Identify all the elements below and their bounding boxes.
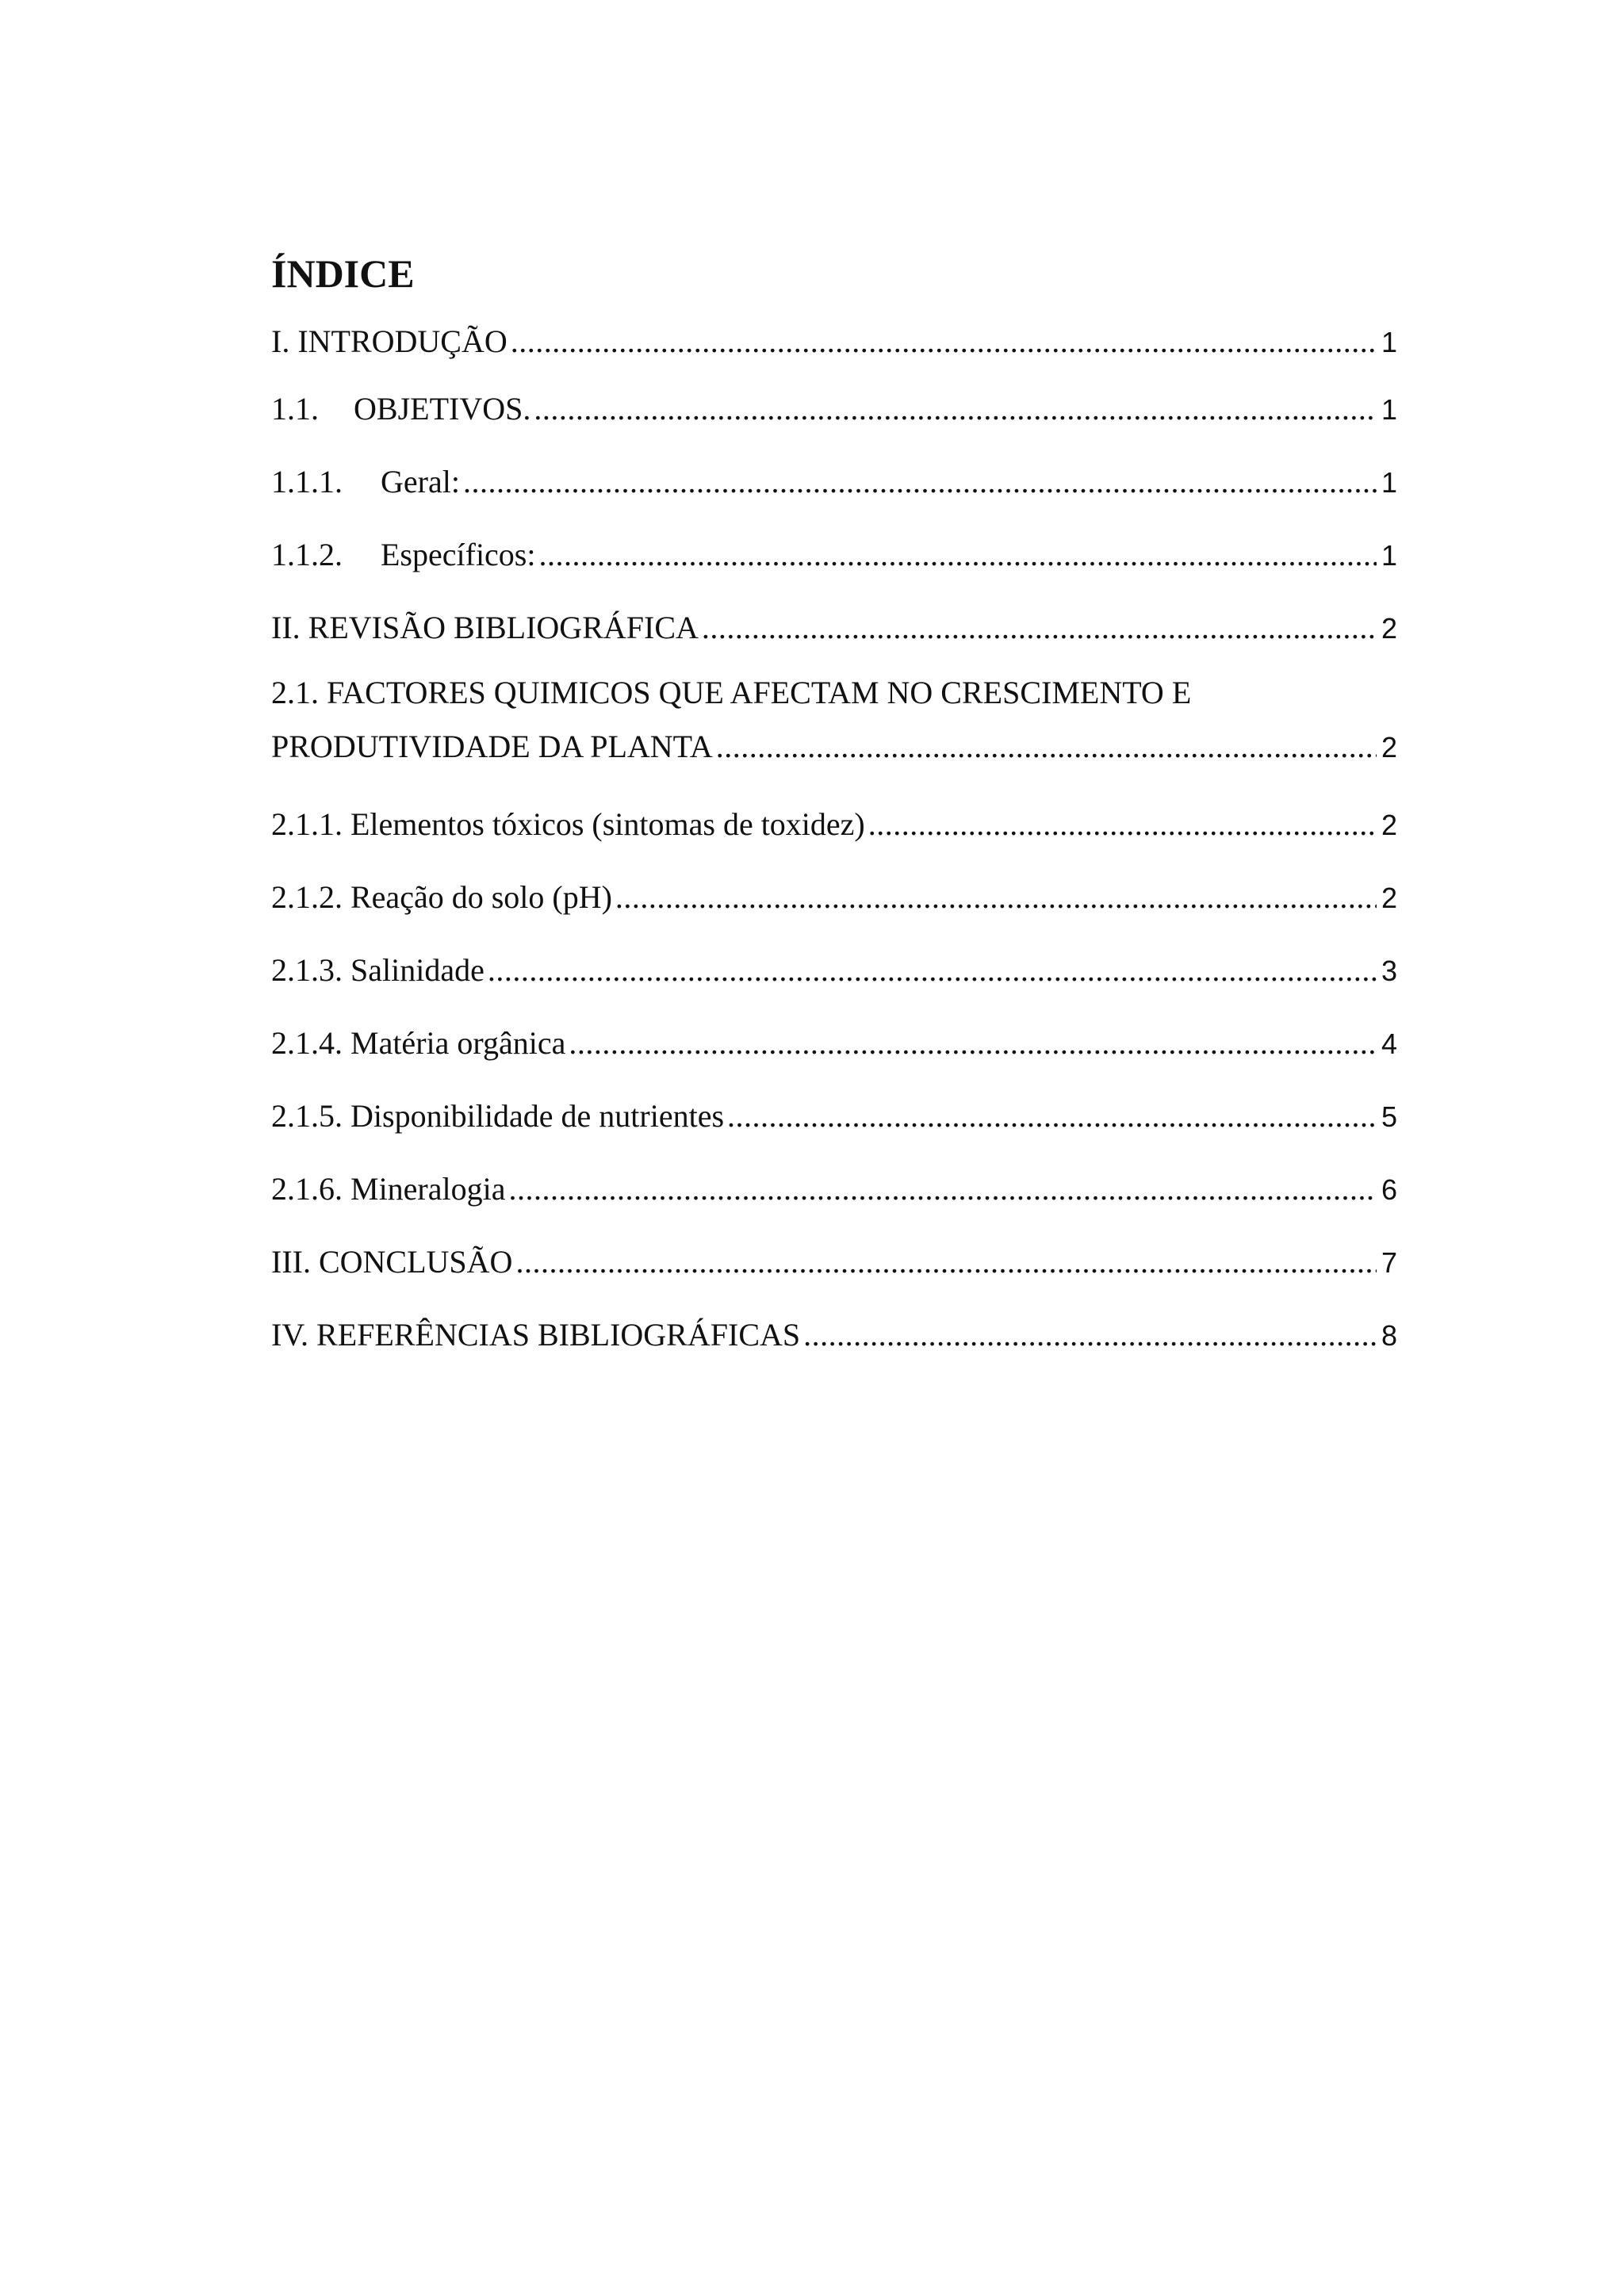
toc-page-number: 7 [1381, 1246, 1397, 1279]
toc-page-number: 2 [1381, 731, 1397, 763]
toc-entry-revisao-bibliografica[interactable] [271, 591, 1397, 664]
toc-dot-leader [569, 1007, 1377, 1080]
toc-entry-number: 1.1.1. [271, 464, 343, 499]
toc-entry-label: 2.1.1. Elementos tóxicos (sintomas de toxidez) [271, 806, 865, 842]
toc-entry-mineralogia[interactable] [271, 1153, 1397, 1226]
toc-entry-label: III. CONCLUSÃO [271, 1244, 513, 1280]
toc-entry-elementos-toxicos[interactable] [271, 788, 1397, 861]
toc-entry-geral[interactable] [271, 446, 1397, 519]
toc-page-number: 1 [1381, 393, 1397, 426]
toc-page-number: 8 [1381, 1319, 1397, 1352]
toc-entry-label: 2.1.2. Reação do solo (pH) [271, 879, 612, 915]
toc-entry-label: 2.1.6. Mineralogia [271, 1171, 506, 1207]
toc-entry-especificos[interactable] [271, 519, 1397, 591]
toc-dot-leader [511, 311, 1377, 373]
toc-page-number: 2 [1381, 882, 1397, 914]
toc-entry-introducao[interactable] [271, 311, 1397, 373]
toc-dot-leader [534, 373, 1377, 446]
toc-entry-salinidade[interactable] [271, 934, 1397, 1007]
toc-page-number: 1 [1381, 466, 1397, 499]
toc-entry-label: PRODUTIVIDADE DA PLANTA [271, 729, 713, 764]
toc-page-number: 2 [1381, 612, 1397, 645]
toc-dot-leader [463, 446, 1377, 519]
toc-dot-leader [716, 721, 1377, 772]
table-of-contents [271, 246, 1397, 1372]
toc-entry-label: 2.1.4. Matéria orgânica [271, 1025, 566, 1061]
toc-entry-label: Específicos: [381, 537, 536, 572]
toc-entry-number: 1.1. [271, 391, 319, 427]
toc-dot-leader [615, 861, 1377, 934]
toc-dot-leader [803, 1299, 1377, 1372]
toc-dot-leader [509, 1153, 1377, 1226]
toc-page-number: 1 [1381, 539, 1397, 572]
toc-entry-disponibilidade-nutrientes[interactable] [271, 1080, 1397, 1153]
toc-entry-label: II. REVISÃO BIBLIOGRÁFICA [271, 610, 699, 645]
toc-page-number: 1 [1381, 326, 1397, 358]
toc-title: ÍNDICE [271, 251, 415, 296]
toc-entry-label: 2.1.3. Salinidade [271, 952, 485, 988]
toc-entry-label: I. INTRODUÇÃO [271, 323, 508, 359]
toc-page-number: 6 [1381, 1173, 1397, 1206]
toc-page-number: 3 [1381, 955, 1397, 987]
toc-entry-label: 2.1.5. Disponibilidade de nutrientes [271, 1098, 725, 1134]
toc-dot-leader [515, 1226, 1377, 1299]
toc-entry-reacao-do-solo[interactable] [271, 861, 1397, 934]
toc-entry-objetivos[interactable] [271, 373, 1397, 446]
toc-entry-materia-organica[interactable] [271, 1007, 1397, 1080]
toc-dot-leader [727, 1080, 1377, 1153]
toc-entry-label: Geral: [381, 464, 460, 499]
toc-page-number: 5 [1381, 1100, 1397, 1133]
toc-entry-label-line1: 2.1. FACTORES QUIMICOS QUE AFECTAM NO CRESCIMENTO E [271, 675, 1192, 710]
toc-entry-referencias[interactable] [271, 1299, 1397, 1372]
toc-entry-conclusao[interactable] [271, 1226, 1397, 1299]
toc-dot-leader [868, 788, 1377, 861]
toc-page-number: 4 [1381, 1027, 1397, 1060]
toc-dot-leader [488, 934, 1377, 1007]
toc-page-number: 2 [1381, 809, 1397, 841]
toc-entry-label: IV. REFERÊNCIAS BIBLIOGRÁFICAS [271, 1317, 801, 1353]
toc-entry-label: OBJETIVOS. [354, 391, 531, 427]
toc-entry-number: 1.1.2. [271, 537, 343, 572]
toc-dot-leader [702, 591, 1377, 664]
toc-entry-factores-quimicos[interactable] [271, 664, 1397, 788]
toc-dot-leader [539, 519, 1377, 591]
